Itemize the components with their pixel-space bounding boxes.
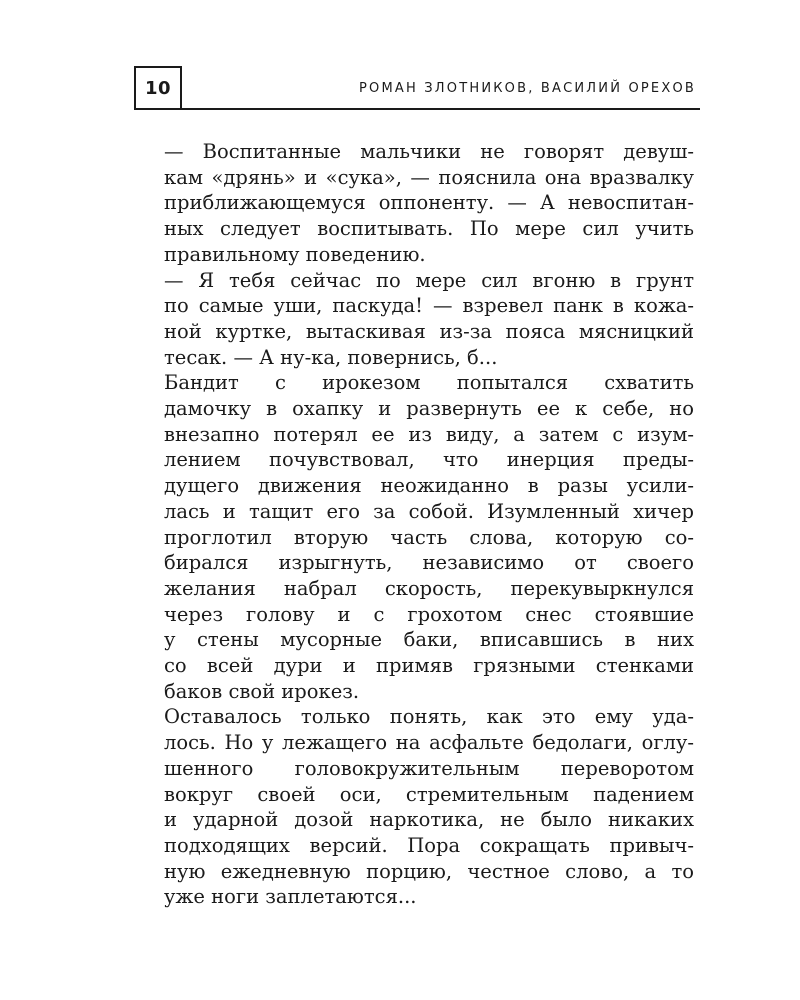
text-line: Оставалось только понять, как это ему уда-	[164, 705, 694, 729]
text-line: дущего движения неожиданно в разы усили-	[164, 474, 694, 498]
text-line: внезапно потерял ее из виду, а затем с изум-	[164, 422, 694, 446]
header-rule	[182, 108, 700, 110]
text-line: тесак. — А ну-ка, повернись, б...	[164, 345, 498, 369]
text-line: желания набрал скорость, перекувыркнулся	[164, 576, 694, 600]
text-line: подходящих версий. Пора сокращать привыч-	[164, 833, 694, 857]
text-line: по самые уши, паскуда! — взревел панк в кожа-	[164, 294, 694, 318]
text-line: лось. Но у лежащего на асфальте бедолаги, оглу-	[164, 731, 694, 755]
text-line: правильному поведению.	[164, 242, 426, 266]
running-head: РОМАН ЗЛОТНИКОВ, ВАСИЛИЙ ОРЕХОВ	[358, 81, 696, 96]
text-line: кам «дрянь» и «сука», — пояснила она вразвалку	[164, 165, 694, 189]
text-line: приближающемуся оппоненту. — А невоспитан-	[164, 191, 694, 215]
text-line: Бандит с ирокезом попытался схватить	[164, 371, 694, 395]
text-line: шенного головокружительным переворотом	[164, 756, 694, 780]
text-line: ной куртке, вытаскивая из-за пояса мясницкий	[164, 319, 694, 343]
text-line: вокруг своей оси, стремительным падением	[164, 782, 694, 806]
text-line: лась и тащит его за собой. Изумленный хичер	[164, 499, 694, 523]
text-line: ных следует воспитывать. По мере сил учить	[164, 217, 694, 241]
text-line: — Я тебя сейчас по мере сил вгоню в грунт	[164, 268, 694, 292]
text-line: со всей дури и примяв грязными стенками	[164, 654, 694, 678]
paragraph	[134, 370, 694, 704]
body-text	[134, 139, 694, 910]
text-line: и ударной дозой наркотика, не было никаких	[164, 808, 694, 832]
text-line: через голову и с грохотом снес стоявшие	[164, 602, 694, 626]
text-line: баков свой ирокез.	[164, 679, 360, 703]
text-line: лением почувствовал, что инерция преды-	[164, 448, 694, 472]
text-line: у стены мусорные баки, вписавшись в них	[164, 628, 694, 652]
text-line: уже ноги заплетаются...	[164, 885, 417, 909]
page-number: 10	[134, 66, 182, 110]
paragraph	[134, 704, 694, 910]
page-header	[134, 66, 700, 110]
text-line: — Воспитанные мальчики не говорят девуш-	[164, 140, 694, 163]
text-line: дамочку в охапку и развернуть ее к себе, но	[164, 397, 694, 421]
paragraph	[134, 268, 694, 371]
text-line: бирался изрыгнуть, независимо от своего	[164, 551, 694, 575]
paragraph	[134, 139, 694, 268]
text-line: проглотил вторую часть слова, которую со-	[164, 525, 694, 549]
text-line: ную ежедневную порцию, честное слово, а то	[164, 859, 694, 883]
